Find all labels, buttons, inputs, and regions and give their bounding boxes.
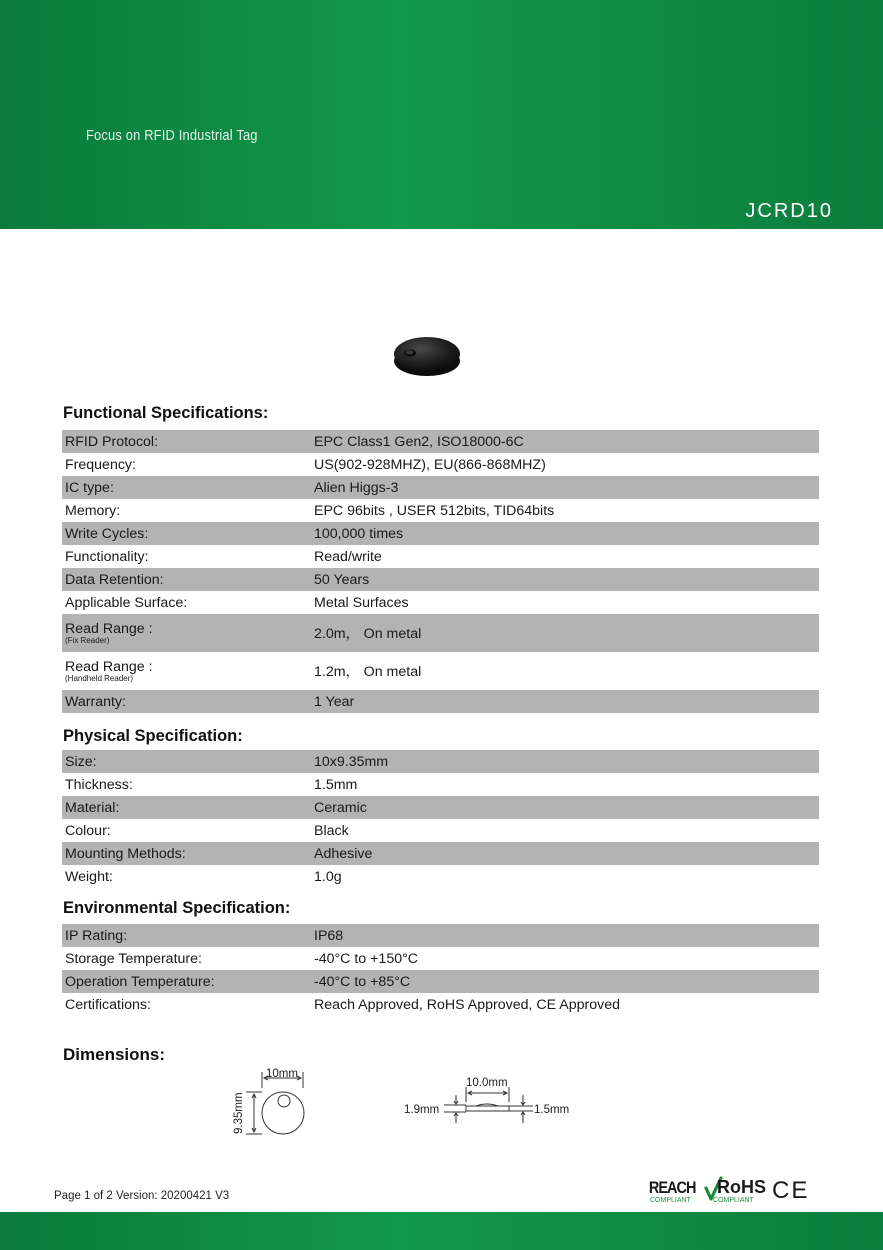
front-height-label: 9.35mm bbox=[233, 1092, 245, 1134]
table-row bbox=[62, 970, 819, 993]
table-row bbox=[62, 614, 819, 652]
table-row bbox=[62, 522, 819, 545]
functional-spec-table bbox=[62, 430, 819, 713]
front-width-label: 10mm bbox=[266, 1068, 298, 1080]
row-label-sub: (Fix Reader) bbox=[65, 635, 110, 645]
table-row bbox=[62, 499, 819, 522]
table-row bbox=[62, 568, 819, 591]
row-value: Black bbox=[314, 822, 349, 839]
row-label: Mounting Methods: bbox=[65, 845, 186, 862]
physical-spec-table bbox=[62, 750, 819, 888]
model-number: JCRD10 bbox=[745, 200, 833, 222]
row-label: RFID Protocol: bbox=[65, 433, 159, 450]
row-value: 1 Year bbox=[314, 693, 355, 710]
functional-spec-title: Functional Specifications: bbox=[63, 404, 269, 422]
environmental-spec-table bbox=[62, 924, 819, 1016]
row-value: EPC Class1 Gen2, ISO18000-6C bbox=[314, 433, 524, 450]
table-row bbox=[62, 993, 819, 1016]
row-label bbox=[62, 660, 314, 683]
rohs-logo-sub: COMPLIANT bbox=[713, 1197, 754, 1204]
environmental-spec-title: Environmental Specification: bbox=[63, 899, 291, 917]
row-value: 100,000 times bbox=[314, 525, 404, 542]
table-row bbox=[62, 690, 819, 713]
dimensions-title: Dimensions: bbox=[63, 1045, 166, 1064]
row-label: Certifications: bbox=[65, 996, 151, 1013]
physical-spec-title: Physical Specification: bbox=[63, 727, 243, 745]
side-left-thickness-label: 1.9mm bbox=[404, 1104, 440, 1116]
certification-logos bbox=[648, 1172, 818, 1206]
row-value: Metal Surfaces bbox=[314, 594, 409, 611]
row-value: 1.2m， On metal bbox=[314, 664, 422, 680]
row-value: -40°C to +85°C bbox=[314, 973, 411, 990]
side-view-drawing bbox=[444, 1087, 533, 1123]
row-label: Memory: bbox=[65, 502, 121, 519]
row-label: Applicable Surface: bbox=[65, 594, 188, 611]
row-label: IC type: bbox=[65, 479, 114, 496]
rohs-logo bbox=[706, 1177, 766, 1204]
row-value: Alien Higgs-3 bbox=[314, 479, 399, 496]
row-label: Storage Temperature: bbox=[65, 950, 202, 967]
row-label: Functionality: bbox=[65, 548, 149, 565]
footer-banner bbox=[0, 1212, 883, 1250]
row-value: IP68 bbox=[314, 927, 344, 944]
product-image bbox=[393, 333, 461, 378]
row-value: US(902-928MHZ), EU(866-868MHZ) bbox=[314, 456, 546, 473]
row-label: Material: bbox=[65, 799, 120, 816]
row-label-sub: (Handheld Reader) bbox=[65, 673, 134, 683]
row-label bbox=[62, 622, 314, 645]
row-value: 1.0g bbox=[314, 868, 342, 885]
row-value: Ceramic bbox=[314, 799, 367, 816]
row-label: Operation Temperature: bbox=[65, 973, 215, 990]
row-value: 2.0m， On metal bbox=[314, 626, 422, 642]
table-row bbox=[62, 947, 819, 970]
table-row bbox=[62, 865, 819, 888]
row-value: EPC 96bits , USER 512bits, TID64bits bbox=[314, 502, 555, 519]
reach-logo bbox=[649, 1179, 697, 1204]
table-row bbox=[62, 750, 819, 773]
row-label-main: Read Range : bbox=[65, 658, 153, 675]
table-row bbox=[62, 924, 819, 947]
table-row bbox=[62, 430, 819, 453]
row-value: Read/write bbox=[314, 548, 382, 565]
row-label: Thickness: bbox=[65, 776, 133, 793]
row-value: Reach Approved, RoHS Approved, CE Approved bbox=[314, 996, 621, 1013]
row-label-main: Read Range : bbox=[65, 620, 153, 637]
table-row bbox=[62, 476, 819, 499]
table-row bbox=[62, 773, 819, 796]
table-row bbox=[62, 453, 819, 476]
front-view-drawing bbox=[246, 1072, 304, 1134]
table-row bbox=[62, 652, 819, 690]
header-banner bbox=[0, 0, 883, 229]
row-label: IP Rating: bbox=[65, 927, 128, 944]
row-value: -40°C to +150°C bbox=[314, 950, 419, 967]
row-label: Write Cycles: bbox=[65, 525, 149, 542]
reach-logo-text: REACH bbox=[648, 1178, 697, 1198]
ce-logo bbox=[772, 1177, 809, 1204]
row-value: 10x9.35mm bbox=[314, 753, 389, 770]
table-row bbox=[62, 842, 819, 865]
row-value: Adhesive bbox=[314, 845, 373, 862]
row-label: Weight: bbox=[65, 868, 113, 885]
row-value: 1.5mm bbox=[314, 776, 358, 793]
tagline: Focus on RFID Industrial Tag bbox=[86, 127, 258, 144]
row-label: Data Retention: bbox=[65, 571, 164, 588]
row-label: Frequency: bbox=[65, 456, 136, 473]
row-label: Size: bbox=[65, 753, 97, 770]
rohs-logo-text: RoHS bbox=[717, 1177, 766, 1197]
table-row bbox=[62, 819, 819, 842]
row-value: 50 Years bbox=[314, 571, 370, 588]
table-row bbox=[62, 545, 819, 568]
row-label: Warranty: bbox=[65, 693, 126, 710]
reach-logo-sub: COMPLIANT bbox=[650, 1197, 691, 1204]
page-info: Page 1 of 2 Version: 20200421 V3 bbox=[54, 1190, 230, 1202]
dimension-drawings bbox=[0, 1060, 883, 1160]
ce-logo-text: CE bbox=[772, 1177, 810, 1204]
table-row bbox=[62, 591, 819, 614]
table-row bbox=[62, 796, 819, 819]
row-label: Colour: bbox=[65, 822, 111, 839]
side-right-thickness-label: 1.5mm bbox=[534, 1104, 570, 1116]
side-width-label: 10.0mm bbox=[466, 1077, 508, 1089]
